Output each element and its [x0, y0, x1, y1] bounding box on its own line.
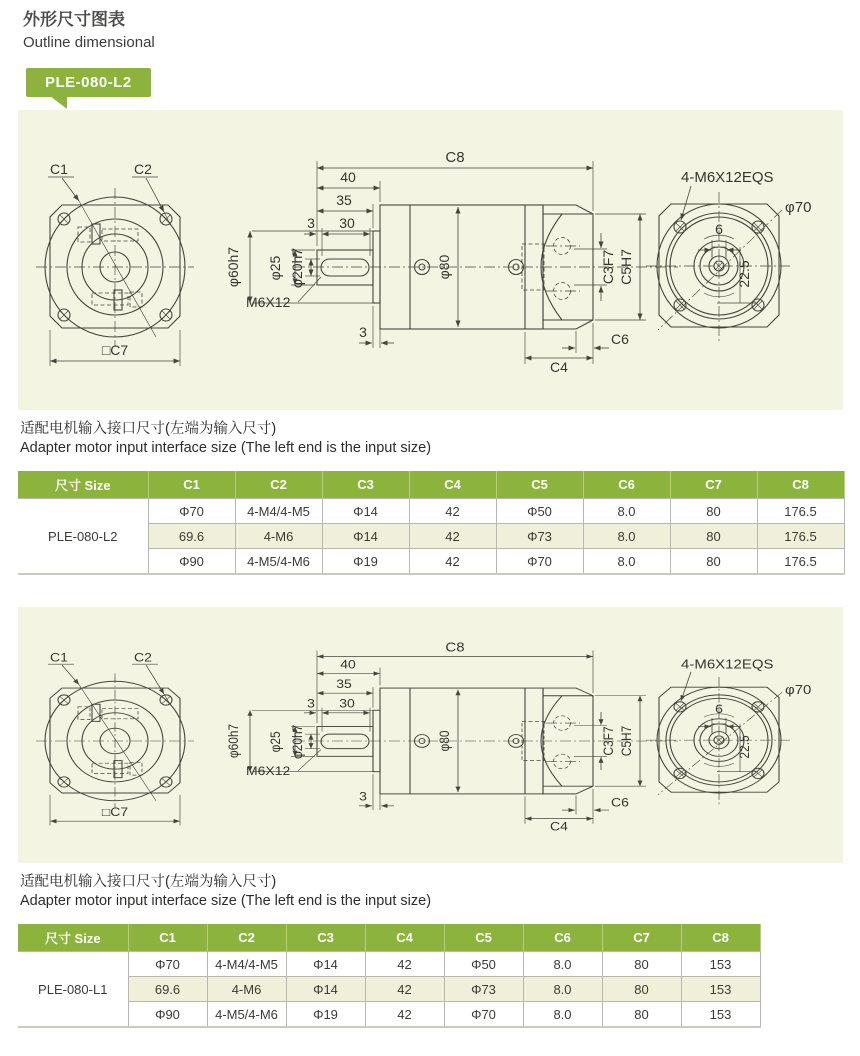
- table-cell: 69.6: [148, 524, 235, 549]
- header-c1: C1: [148, 471, 235, 499]
- header-c4: C4: [365, 924, 444, 952]
- table-cell: Φ70: [496, 549, 583, 575]
- dim-dia60h7-label: φ60h7: [225, 723, 242, 759]
- table-header-row: [18, 471, 844, 499]
- caption-1: [20, 420, 860, 458]
- dim-3b-label: 3: [359, 324, 367, 340]
- rear-view: [646, 657, 812, 805]
- dim-dia20h7-label: φ20h7: [289, 724, 306, 759]
- header-c6: C6: [523, 924, 602, 952]
- table-cell: 80: [602, 1002, 681, 1028]
- table-cell: 80: [670, 549, 757, 575]
- table-cell: 153: [681, 952, 760, 977]
- table-cell: 8.0: [523, 977, 602, 1002]
- dim-dia20h7-label: φ20h7: [289, 247, 305, 289]
- table-cell: 4-M4/4-M5: [207, 952, 286, 977]
- dim-c2-label: C2: [134, 161, 152, 177]
- table-cell: 8.0: [523, 952, 602, 977]
- side-view: [225, 149, 678, 375]
- table-cell: 8.0: [583, 549, 670, 575]
- dim-3b-label: 3: [359, 789, 367, 804]
- header-c2: C2: [207, 924, 286, 952]
- dim-3-label: 3: [307, 215, 315, 231]
- header-c5: C5: [444, 924, 523, 952]
- page-header: [0, 0, 860, 52]
- drawing-panel-1: [18, 110, 843, 410]
- row-label: PLE-080-L1: [18, 952, 128, 1028]
- table-cell: Φ70: [128, 952, 207, 977]
- table-cell: 42: [365, 1002, 444, 1028]
- caption-zh: 适配电机输入接口尺寸(左端为输入尺寸): [20, 874, 277, 890]
- dim-3-label: 3: [307, 696, 315, 711]
- table-cell: 176.5: [757, 549, 844, 575]
- dimension-table-2: [18, 924, 761, 1028]
- table-cell: Φ19: [286, 1002, 365, 1028]
- table-cell: 176.5: [757, 499, 844, 524]
- dim-screws-label: 4-M6X12EQS: [681, 656, 774, 672]
- header-c8: C8: [757, 471, 844, 499]
- header-c7: C7: [670, 471, 757, 499]
- page-subtitle: Outline dimensional: [23, 34, 155, 51]
- header-size: 尺寸 Size: [18, 924, 128, 952]
- dim-dia70-label: φ70: [785, 199, 812, 216]
- dim-30-label: 30: [339, 215, 355, 231]
- dim-screws-label: 4-M6X12EQS: [681, 169, 774, 186]
- table-cell: Φ90: [148, 549, 235, 575]
- table-cell: Φ73: [496, 524, 583, 549]
- outline-drawing: [18, 110, 843, 410]
- dim-22-5-label: 22.5: [736, 735, 753, 759]
- table-row: [18, 499, 844, 524]
- dim-c3f7-label: C3F7: [600, 726, 617, 756]
- table-cell: Φ90: [128, 1002, 207, 1028]
- dim-22-5-label: 22.5: [736, 260, 752, 288]
- dim-30-label: 30: [339, 696, 355, 711]
- table-cell: 80: [670, 499, 757, 524]
- dim-c1-label: C1: [50, 161, 68, 177]
- table-cell: 176.5: [757, 524, 844, 549]
- table-cell: Φ14: [286, 977, 365, 1002]
- drawing-panel-2: [18, 607, 843, 863]
- table-cell: Φ50: [496, 499, 583, 524]
- dim-dia80-label: φ80: [436, 730, 453, 752]
- table-cell: 42: [365, 977, 444, 1002]
- dim-c8-label: C8: [445, 639, 465, 655]
- row-label: PLE-080-L2: [18, 499, 148, 575]
- table-header-row: [18, 924, 760, 952]
- table-cell: 4-M5/4-M6: [235, 549, 322, 575]
- dim-dia70-label: φ70: [785, 682, 812, 697]
- header-c8: C8: [681, 924, 760, 952]
- table-cell: 4-M6: [235, 524, 322, 549]
- table-cell: 4-M6: [207, 977, 286, 1002]
- dim-c8-label: C8: [445, 149, 465, 166]
- dim-dia80-label: φ80: [436, 254, 452, 280]
- table-cell: 153: [681, 1002, 760, 1028]
- dim-6-label: 6: [715, 221, 723, 237]
- dim-6-label: 6: [715, 701, 723, 716]
- table-cell: 8.0: [523, 1002, 602, 1028]
- dim-c7-label: □C7: [101, 342, 129, 358]
- table-cell: 4-M4/4-M5: [235, 499, 322, 524]
- dim-m6x12-label: M6X12: [246, 764, 291, 778]
- table-cell: 42: [409, 524, 496, 549]
- table-cell: 42: [409, 549, 496, 575]
- table-cell: Φ73: [444, 977, 523, 1002]
- table-cell: Φ19: [322, 549, 409, 575]
- table-cell: Φ70: [444, 1002, 523, 1028]
- dim-c5h7-label: C5H7: [618, 725, 635, 757]
- table-cell: Φ14: [322, 499, 409, 524]
- table-row: [18, 952, 760, 977]
- dim-c4-label: C4: [550, 359, 568, 375]
- header-c7: C7: [602, 924, 681, 952]
- rear-view: [646, 169, 811, 342]
- header-c1: C1: [128, 924, 207, 952]
- table-cell: 4-M5/4-M6: [207, 1002, 286, 1028]
- dimension-table-1: [18, 471, 845, 575]
- table-cell: 80: [602, 977, 681, 1002]
- dim-c5h7-label: C5H7: [618, 249, 634, 285]
- header-c3: C3: [322, 471, 409, 499]
- table-cell: 80: [602, 952, 681, 977]
- dim-m6x12-label: M6X12: [246, 294, 291, 310]
- table-cell: 153: [681, 977, 760, 1002]
- dim-c4-label: C4: [550, 819, 568, 834]
- header-c2: C2: [235, 471, 322, 499]
- dim-c2-label: C2: [134, 650, 152, 665]
- table-cell: 69.6: [128, 977, 207, 1002]
- dim-dia25-label: φ25: [267, 731, 284, 753]
- front-view: [36, 651, 194, 826]
- dim-35-label: 35: [336, 192, 352, 208]
- dim-40-label: 40: [340, 169, 356, 185]
- table-cell: 80: [670, 524, 757, 549]
- outline-drawing: [18, 607, 843, 863]
- table-cell: 42: [409, 499, 496, 524]
- dim-c3f7-label: C3F7: [600, 249, 616, 285]
- caption-en: Adapter motor input interface size (The left end is the input size): [20, 440, 432, 456]
- dim-c6-label: C6: [611, 331, 629, 347]
- table-cell: Φ14: [286, 952, 365, 977]
- front-view: [36, 161, 194, 366]
- header-c6: C6: [583, 471, 670, 499]
- header-c3: C3: [286, 924, 365, 952]
- table-cell: 42: [365, 952, 444, 977]
- table-cell: 8.0: [583, 499, 670, 524]
- dim-c1-label: C1: [50, 650, 68, 665]
- dim-dia60h7-label: φ60h7: [225, 246, 241, 288]
- dim-35-label: 35: [336, 677, 352, 691]
- caption-2: [20, 873, 860, 911]
- header-c4: C4: [409, 471, 496, 499]
- table-row-highlighted: [18, 977, 760, 1002]
- table-cell: Φ70: [148, 499, 235, 524]
- caption-en: Adapter motor input interface size (The left end is the input size): [20, 893, 432, 909]
- table-cell: Φ14: [322, 524, 409, 549]
- caption-zh: 适配电机输入接口尺寸(左端为输入尺寸): [20, 421, 277, 437]
- dim-c6-label: C6: [611, 795, 629, 810]
- dim-c7-label: □C7: [101, 805, 129, 819]
- model-badge: PLE-080-L2: [26, 68, 151, 97]
- table-cell: Φ50: [444, 952, 523, 977]
- page-title: 外形尺寸图表: [23, 10, 125, 29]
- dim-40-label: 40: [340, 657, 356, 672]
- side-view: [225, 639, 678, 833]
- dim-dia25-label: φ25: [267, 255, 283, 281]
- header-size: 尺寸 Size: [18, 471, 148, 499]
- header-c5: C5: [496, 471, 583, 499]
- table-cell: 8.0: [583, 524, 670, 549]
- table-row: [18, 1002, 760, 1028]
